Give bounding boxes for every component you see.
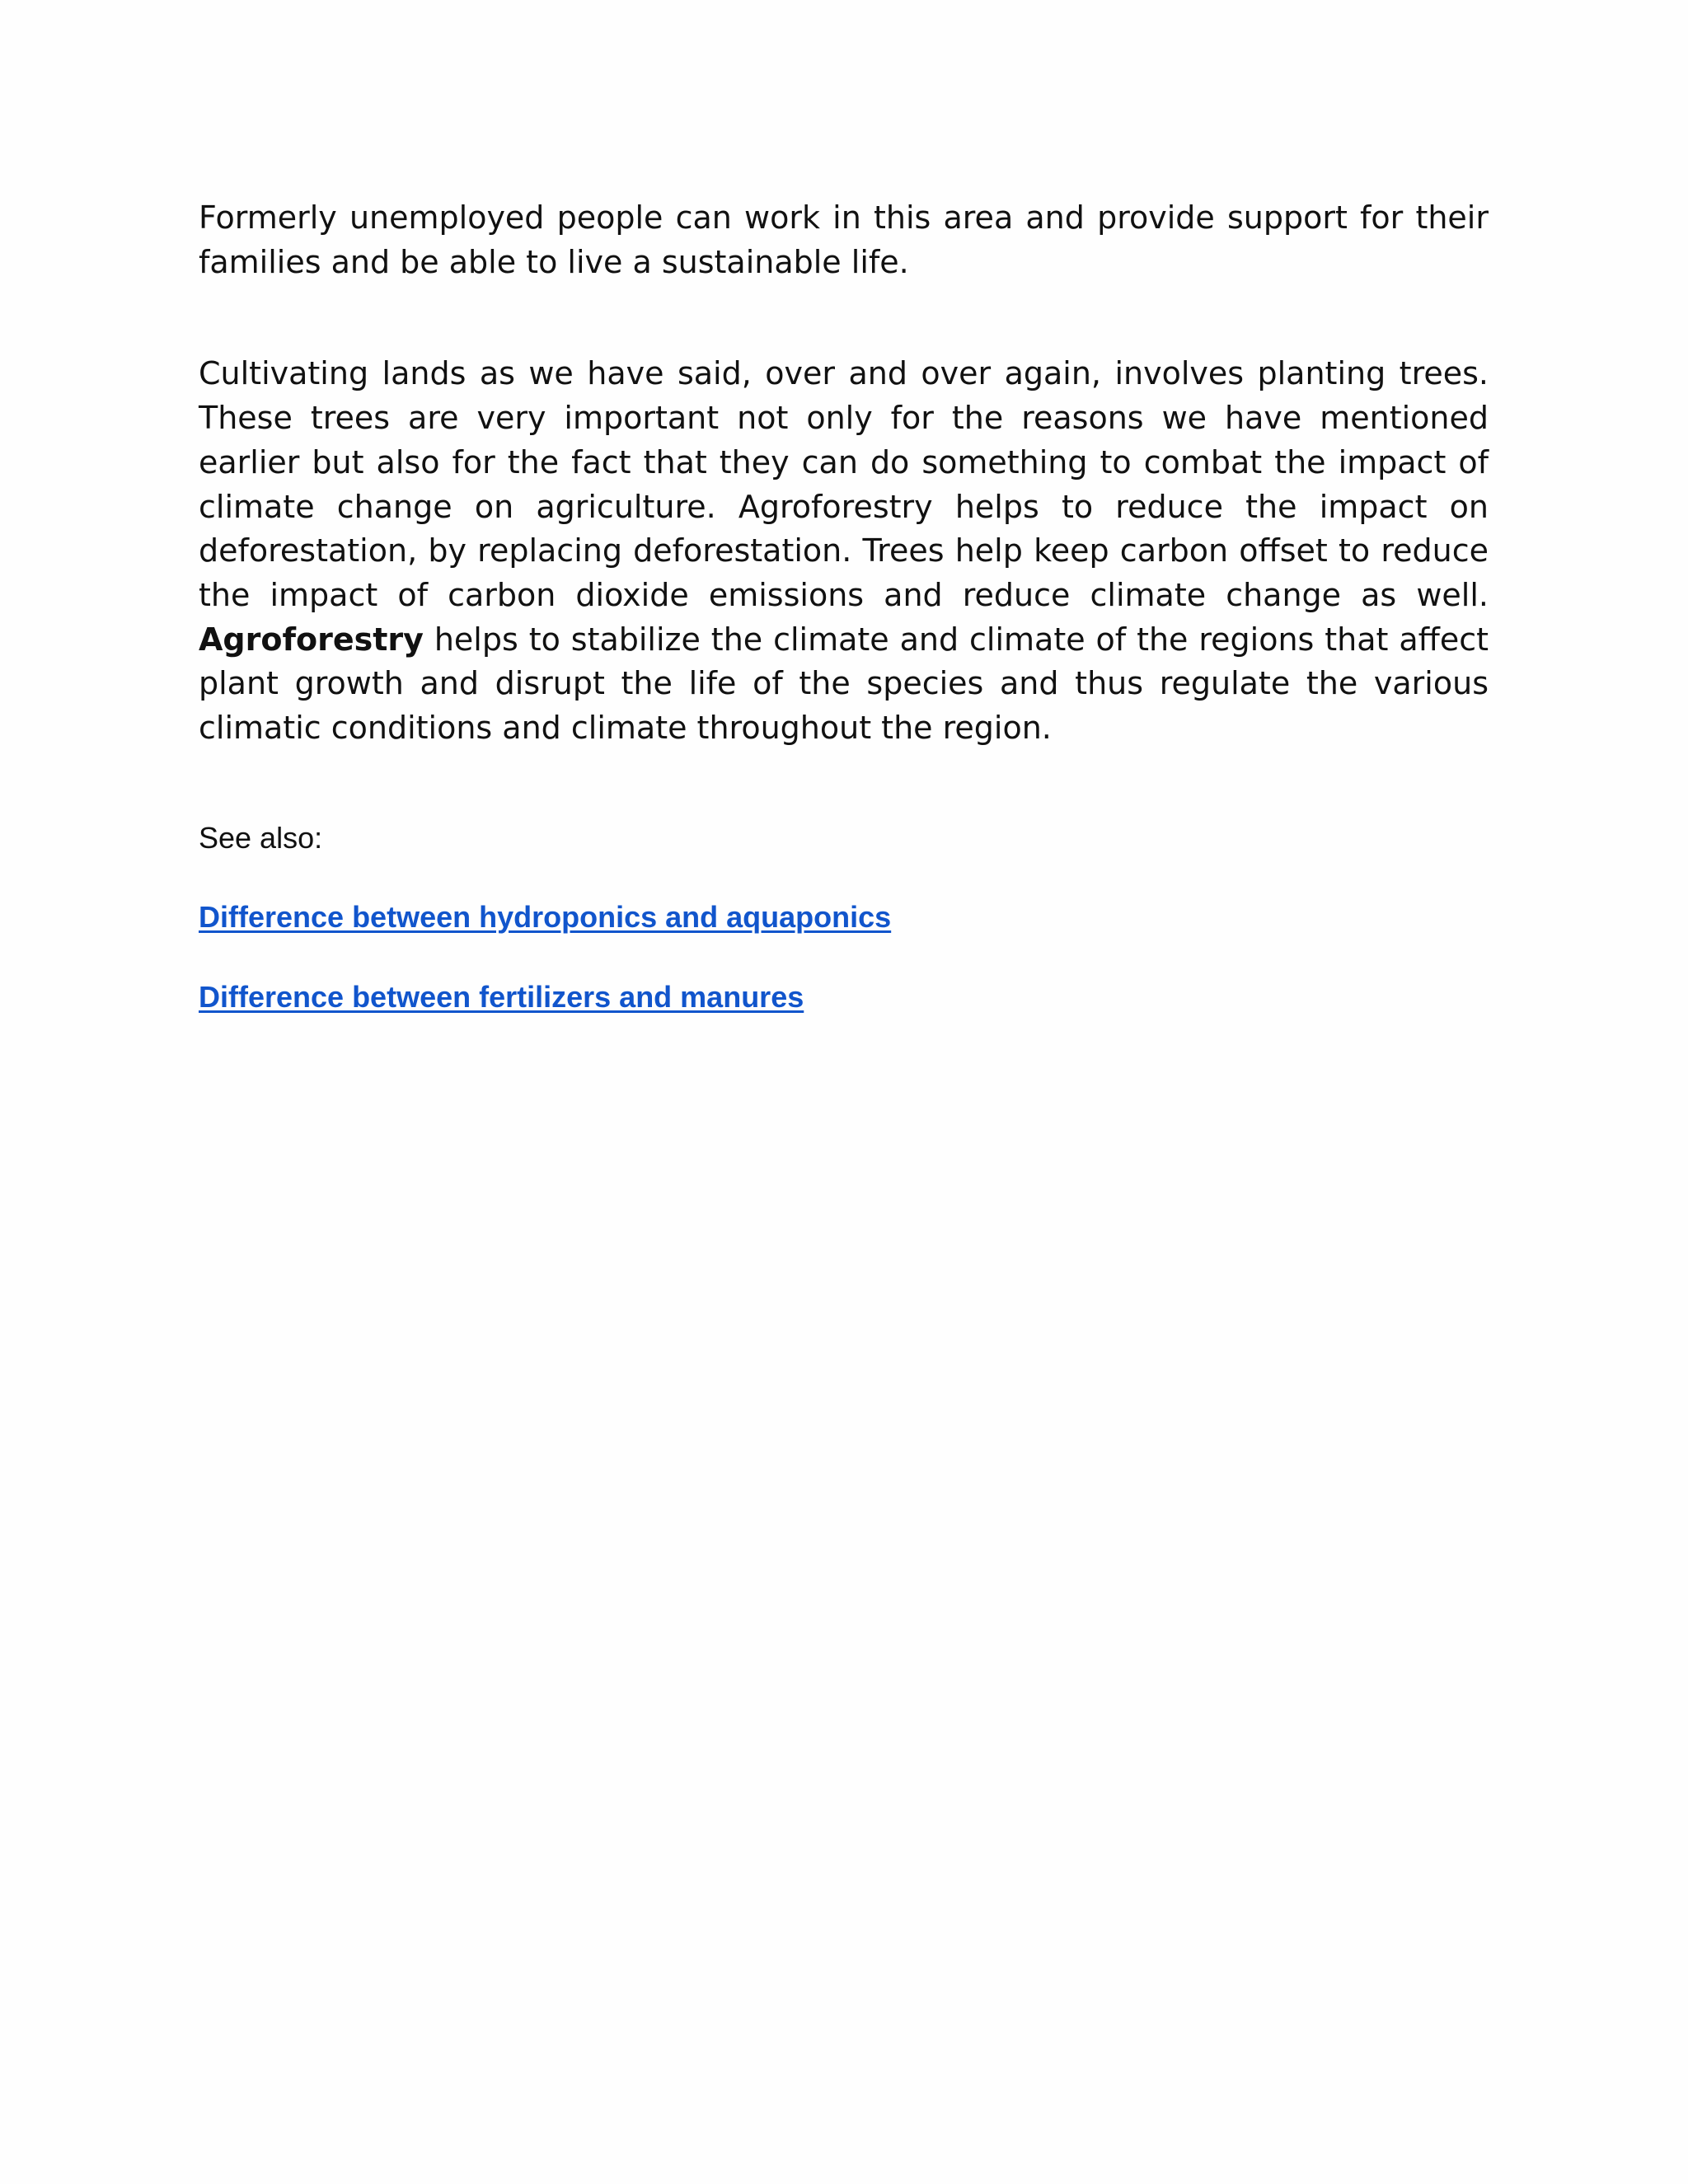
agroforestry-bold-term: Agroforestry bbox=[199, 621, 424, 658]
document-body bbox=[199, 196, 1489, 1059]
see-also-label: See also: bbox=[199, 820, 323, 855]
paragraph-agroforestry-text-end: helps to stabilize the climate and climate of the regions that affect plant growth and disrupt the life of the species and thus regulate the various climatic conditions and climate throughout the region. bbox=[199, 621, 1489, 747]
paragraph-agroforestry bbox=[199, 352, 1489, 750]
paragraph-agroforestry-text-start: Cultivating lands as we have said, over and over again, involves planting trees. These trees are very important not only for the reasons we have mentioned earlier but also for the fact that they can do something to combat the impact of climate change on agriculture. Agroforestry helps to reduce the impact on deforestation, by replacing deforestation. Trees help keep carbon offset to reduce the impact of carbon dioxide emissions and reduce climate change as well. bbox=[199, 355, 1489, 613]
paragraph-employment: Formerly unemployed people can work in this area and provide support for their families and be able to live a sustainable life. bbox=[199, 199, 1489, 280]
link-fertilizers-manures[interactable]: Difference between fertilizers and manures bbox=[199, 979, 804, 1014]
link-hydroponics-aquaponics[interactable]: Difference between hydroponics and aquaponics bbox=[199, 899, 892, 934]
